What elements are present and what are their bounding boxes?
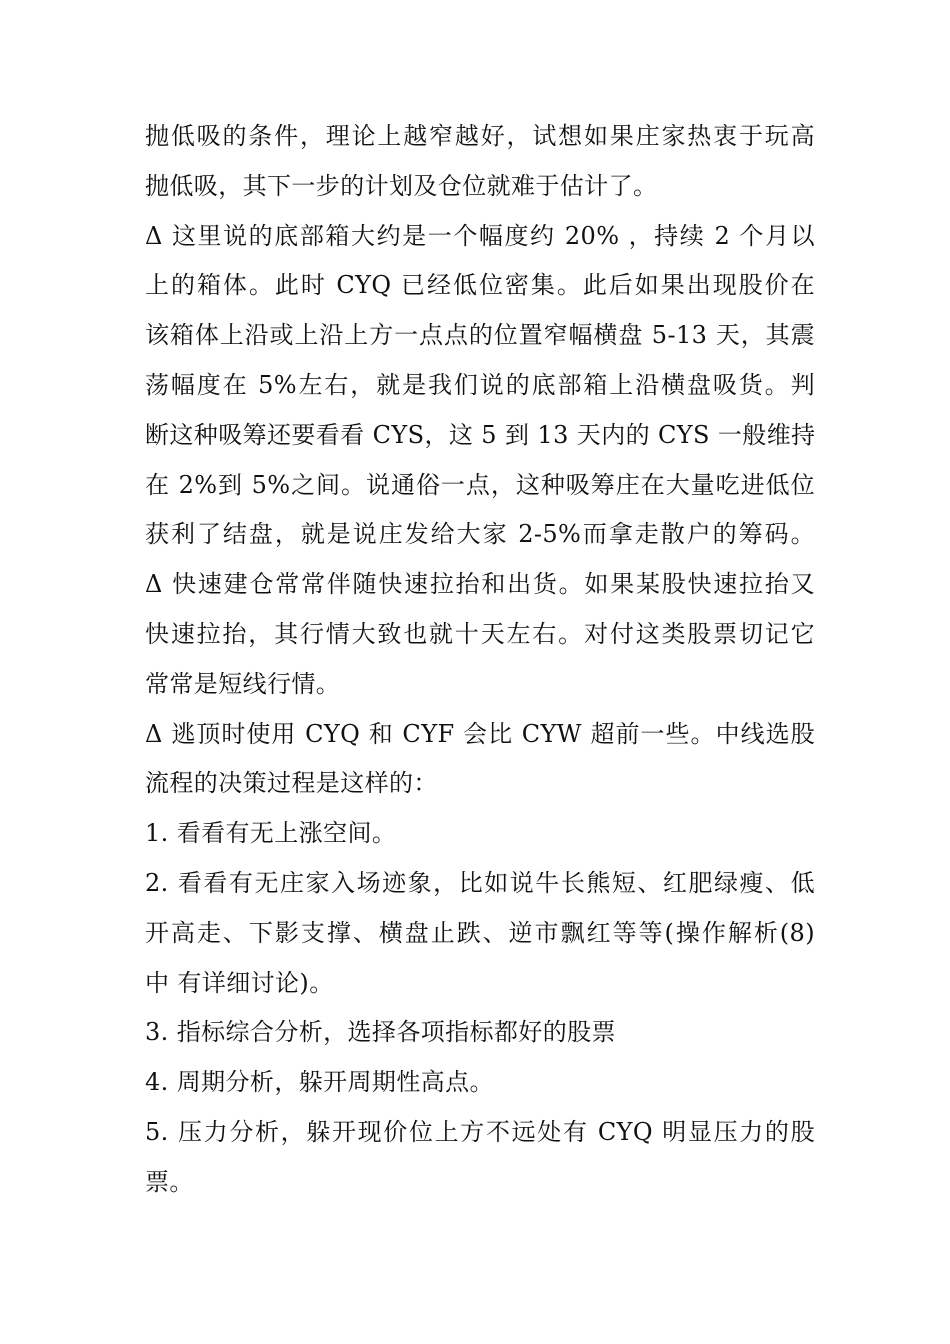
text-line: 上的箱体。此时 CYQ 已经低位密集。此后如果出现股价在 xyxy=(145,271,815,300)
text-line: 抛低吸，其下一步的计划及仓位就难于估计了。 xyxy=(145,171,658,200)
list-item: 2. 看看有无庄家入场迹象，比如说牛长熊短、红肥绿瘦、低 xyxy=(145,868,815,897)
list-item: 4. 周期分析，躲开周期性高点。 xyxy=(145,1068,494,1097)
text-line: 开高走、下影支撑、横盘止跌、逆市飘红等等(操作解析(8) xyxy=(145,918,815,947)
text-line: 在 2%到 5%之间。说通俗一点，这种吸筹庄在大量吃进低位 xyxy=(145,470,815,499)
text-line: 快速拉抬，其行情大致也就十天左右。对付这类股票切记它 xyxy=(145,619,815,648)
text-line: 荡幅度在 5%左右，就是我们说的底部箱上沿横盘吸货。判 xyxy=(145,370,815,399)
text-line: 流程的决策过程是这样的： xyxy=(145,769,438,798)
list-item: 1. 看看有无上涨空间。 xyxy=(145,819,397,848)
text-line: 中 有详细讨论)。 xyxy=(145,968,334,997)
text-line: 抛低吸的条件，理论上越窄越好，试想如果庄家热衷于玩高 xyxy=(145,122,815,150)
text-line: 该箱体上沿或上沿上方一点点的位置窄幅横盘 5-13 天，其震 xyxy=(145,321,815,350)
text-line: Δ 快速建仓常常伴随快速拉抬和出货。如果某股快速拉抬又 xyxy=(145,570,815,599)
text-line: Δ 这里说的底部箱大约是一个幅度约 20% ，持续 2 个月以 xyxy=(145,221,815,250)
text-line: 断这种吸筹还要看看 CYS，这 5 到 13 天内的 CYS 一般维持 xyxy=(145,420,816,449)
text-line: 票。 xyxy=(145,1167,194,1196)
document-body xyxy=(145,112,815,1208)
text-line: Δ 逃顶时使用 CYQ 和 CYF 会比 CYW 超前一些。中线选股 xyxy=(145,719,815,748)
list-item: 3. 指标综合分析，选择各项指标都好的股票 xyxy=(145,1018,616,1047)
list-item: 5. 压力分析，躲开现价位上方不远处有 CYQ 明显压力的股 xyxy=(145,1117,815,1146)
text-line: 常常是短线行情。 xyxy=(145,669,341,698)
text-line: 获利了结盘，就是说庄发给大家 2-5%而拿走散户的筹码。 xyxy=(145,520,815,549)
